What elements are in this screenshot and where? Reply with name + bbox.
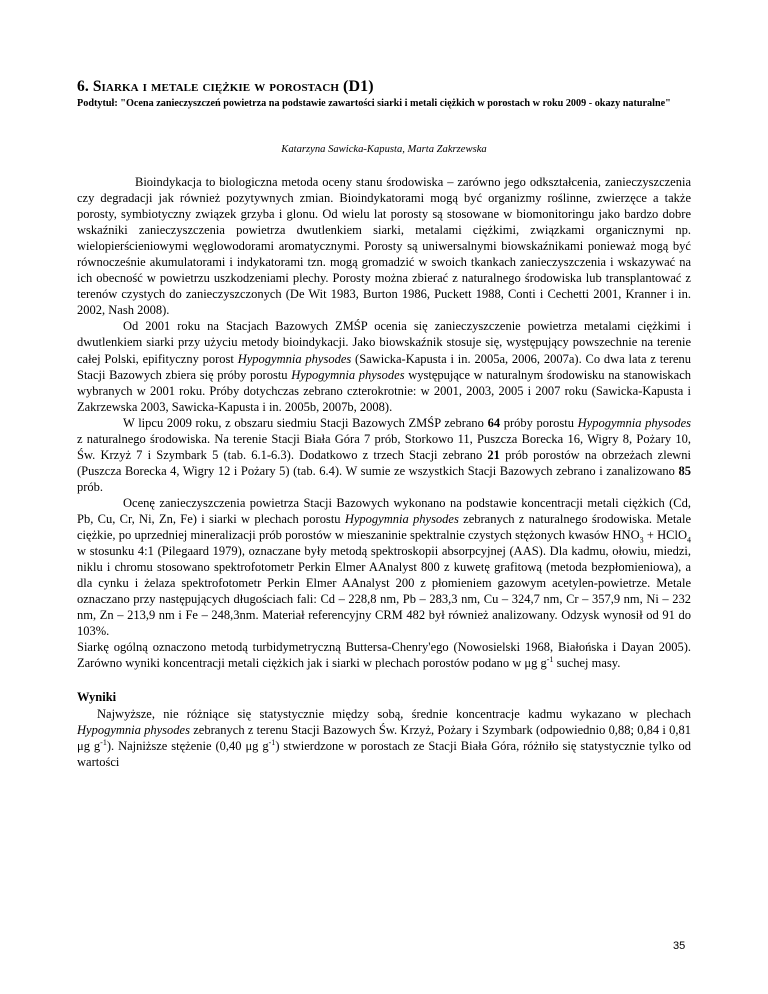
authors: Katarzyna Sawicka-Kapusta, Marta Zakrzewska [281,144,487,155]
subtitle: Podtytuł: "Ocena zanieczyszczeń powietrza na podstawie zawartości siarki i metali ciężkich w porostach w roku 2009 - okazy naturalne" [77,98,671,109]
spacer [77,671,691,689]
species-name: Hypogymnia physodes [344,511,459,526]
chapter-heading [77,78,374,96]
page-number: 35 [673,940,686,952]
chapter-code: (D1) [343,78,374,95]
results-heading: Wyniki [77,690,117,705]
paragraph-results: Najwyższe, nie różniące się statystycznie między sobą, średnie koncentracje kadmu wykazano w plechach Hypogymnia physodes zebranych z terenu Stacji Bazowych Św. Krzyż, Pożary i Szymbark (odpowiednio 0,88; 0,84 i 0,81 μg $g^{-1}$). Najniższe stężenie (0,40 μg $g^{-1}$) stwierdzone w porostach ze Stacji Biała Góra, różniło się statystycznie tylko od wartości [77,706,692,769]
sample-count: 21 [487,447,500,462]
paragraph-methods: Ocenę zanieczyszczenia powietrza Stacji Bazowych wykonano na podstawie koncentracji metali ciężkich (Cd, Pb, Cu, Cr, Ni, Zn, Fe) i siarki w plechach porostu Hypogymnia physodes zebranych z naturalnego środowiska. Metale ciężkie, po uprzedniej mineralizacji prób porostów w mieszaninie spektralnie czystych stężonych kwasów $HNO_3$ + HClO$_4$ w stosunku 4:1 (Pilegaard 1979), oznaczane były metodą spektroskopii absorpcyjnej (AAS). Dla kadmu, ołowiu, miedzi, niklu i chromu stosowano spektrofotometr Perkin Elmer AAnalyst 800 z kuwetę grafitową (metoda bezpłomieniowa), a dla cynku i żelaza spektrofotometr Perkin Elmer AAnalyst 200 z płomieniem gazowym acetylen-powietrze. Metale oznaczano przy następujących długościach fali: Cd – 228,8 nm, Pb – 283,3 nm, Cu – 324,7 nm, Cr – 357,9 nm, Ni – 232 nm, Zn – 213,9 nm i Fe – 248,3nm. Materiał referencyjny CRM 482 był również analizowany. Odzysk wynosił od 91 do 103%. [77,495,691,639]
species-name: Hypogymnia physodes [291,367,405,382]
chapter-number: 6. [77,78,93,95]
body-text [77,174,691,770]
paragraph-intro: Bioindykacja to biologiczna metoda oceny stanu środowiska – zarówno jego odkształcenia, zanieczyszczenia czy degradacji jak również pozytywnych zmian. Bioindykatorami mogą być organizmy roślinne, zwierzęce a także porosty, symbiotyczny związek grzyba i glonu. Od wielu lat porosty są stosowane w biomonitoringu jako bardzo dobre wskaźniki zanieczyszczenia powietrza dwutlenkiem siarki, metalami ciężkimi, związkami organicznymi np. wielopierścieniowymi węglowodorami aromatycznymi. Porosty są uniwersalnymi biowskaźnikami ponieważ mogą być równocześnie akumulatorami i indykatorami tzn. mogą gromadzić w swoich tkankach zanieczyszczenia i wskazywać na ich obecność w powietrzu uszkodzeniami plechy. Porosty można zbierać z naturalnego środowiska lub transplantować z terenów czystych do zanieczyszczonych (De Wit 1983, Burton 1986, Puckett 1988, Conti i Cechetti 2001, Kranner i in. 2002, Nash 2008). [77,175,691,318]
sample-count: 85 [678,463,691,478]
chapter-title: Siarka i metale ciężkie w porostach [92,78,344,95]
sample-count: 64 [487,415,501,430]
species-name: Hypogymnia physodes [77,722,190,737]
paragraph-sulphur: Siarkę ogólną oznaczono metodą turbidymetryczną Buttersa-Chenry'ego (Nowosielski 1968, Białońska i Dayan 2005). Zarówno wyniki koncentracji metali ciężkich jak i siarki w plechach porostów podano w μg $g^{-1}$ suchej masy. [77,640,691,671]
paragraph-sampling: W lipcu 2009 roku, z obszaru siedmiu Stacji Bazowych ZMŚP zebrano 64 próby porostu Hypogymnia physodes z naturalnego środowiska. Na terenie Stacji Biała Góra 7 prób, Storkowo 11, Puszcza Borecka 16, Wigry 8, Pożary 10, Św. Krzyż 7 i Szymbark 5 (tab. 6.1-6.3). Dodatkowo z trzech Stacji zebrano 21 prób porostów na obrzeżach zlewni (Puszcza Borecka 4, Wigry 12 i Pożary 5) (tab. 6.4). W sumie ze wszystkich Stacji Bazowych zebrano i zanalizowano 85 prób. [77,415,691,494]
paragraph-history: Od 2001 roku na Stacjach Bazowych ZMŚP ocenia się zanieczyszczenie powietrza metalami ciężkimi i dwutlenkiem siarki przy użyciu metody bioindykacji. Jako biowskaźnik stosuje się, występujący powszechnie na terenie całej Polski, epifityczny porost Hypogymnia physodes (Sawicka-Kapusta i in. 2005a, 2006, 2007a). Co dwa lata z terenu Stacji Bazowych zbiera się próby porostu Hypogymnia physodes występujące w naturalnym środowisku na stanowiskach wybranych w 2001 roku. Próby dotychczas zebrano czterokrotnie: w 2001, 2003, 2005 i 2007 roku (Sawicka-Kapusta i Zakrzewska 2003, Sawicka-Kapusta i in. 2005b, 2007b, 2008). [77,319,692,414]
species-name: Hypogymnia physodes [577,415,691,430]
species-name: Hypogymnia physodes [237,351,352,366]
